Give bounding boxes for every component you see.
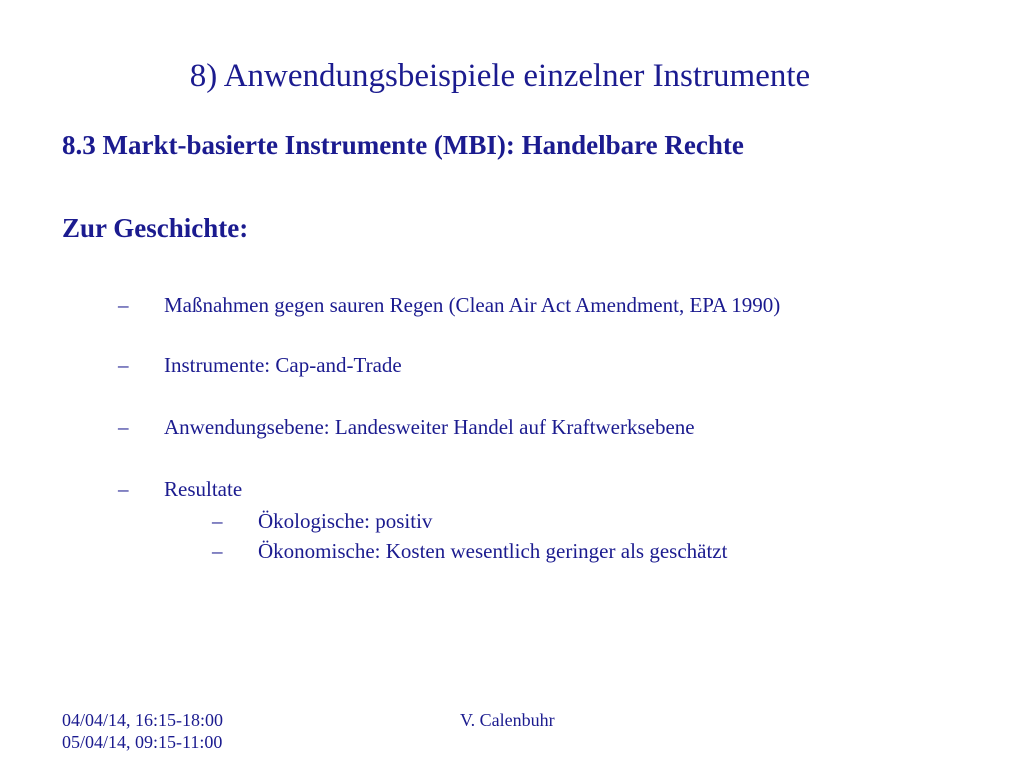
slide-title: 8) Anwendungsbeispiele einzelner Instrumente xyxy=(189,58,811,94)
sub-bullet-text: Ökonomische: Kosten wesentlich geringer als geschätzt xyxy=(258,539,728,563)
bullet-dash: – xyxy=(118,293,129,317)
bullet-text: Instrumente: Cap-and-Trade xyxy=(164,353,402,377)
bullet-dash: – xyxy=(118,477,129,501)
footer-date-line-1: 04/04/14, 16:15-18:00 xyxy=(62,710,223,730)
sub-bullet-text: Ökologische: positiv xyxy=(258,509,433,533)
bullet-text: Resultate xyxy=(164,477,243,501)
sub-bullet-dash: – xyxy=(212,509,223,533)
bullet-text: Anwendungsebene: Landesweiter Handel auf Kraftwerksebene xyxy=(164,415,695,439)
section-heading: Zur Geschichte: xyxy=(62,213,249,243)
bullet-text: Maßnahmen gegen sauren Regen (Clean Air Act Amendment, EPA 1990) xyxy=(164,293,781,317)
slide-subtitle: 8.3 Markt-basierte Instrumente (MBI): Handelbare Rechte xyxy=(62,130,744,160)
sub-bullet-dash: – xyxy=(212,539,223,563)
footer-date-line-2: 05/04/14, 09:15-11:00 xyxy=(62,732,223,752)
footer-author: V. Calenbuhr xyxy=(460,710,555,730)
bullet-dash: – xyxy=(118,353,129,377)
bullet-dash: – xyxy=(118,415,129,439)
